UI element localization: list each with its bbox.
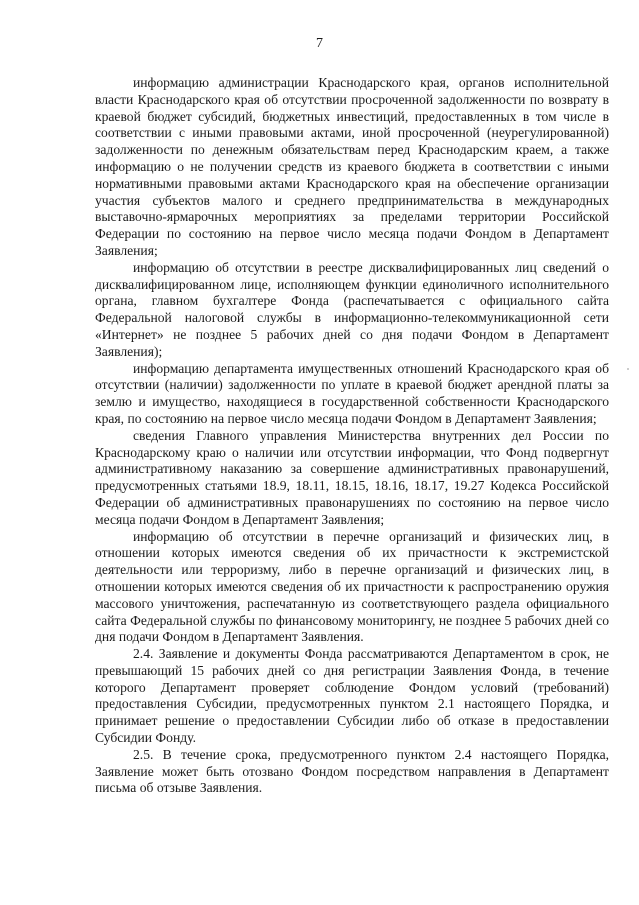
scan-speck [627, 368, 629, 370]
paragraph-disqualified-registry: информацию об отсутствии в реестре дисквалифицированных лиц сведений о дисквалифицированном лице, исполняющем функции единоличного исполнительного органа, главном бухгалтере Фонда (распечатывается с официального сайта Федеральной налоговой службы в информационно-телекоммуникационной сети «Интернет» не позднее 5 рабочих дней со дня подачи Фондом в Департамент Заявления); [95, 259, 609, 359]
paragraph-police-info: сведения Главного управления Министерства внутренних дел России по Краснодарскому краю о наличии или отсутствии информации, что Фонд подвергнут административному наказанию за совершение административных правонарушений, предусмотренных статьями 18.9, 18.11, 18.15, 18.16, 18.17, 19.27 Кодекса Российской Федерации об административных правонарушениях по состоянию на первое число месяца подачи Фондом в Департамент Заявления; [95, 427, 609, 527]
paragraph-extremism-list: информацию об отсутствии в перечне организаций и физических лиц, в отношении которых имеются сведения об их причастности к экстремистской деятельности или терроризму, либо в перечне организаций и физических лиц, в отношении которых имеются сведения об их причастности к распространению оружия массового уничтожения, распечатанную из соответствующего раздела официального сайта Федеральной службы по финансовому мониторингу, не позднее 5 рабочих дней со дня подачи Фондом в Департамент Заявления. [95, 528, 609, 645]
paragraph-section-2-4: 2.4. Заявление и документы Фонда рассматриваются Департаментом в срок, не превышающий 15 рабочих дней со дня регистрации Заявления Фонда, в течение которого Департамент проверяет соблюдение Фондом условий (требований) предоставления Субсидии, предусмотренных пунктом 2.1 настоящего Порядка, и принимает решение о предоставлении Субсидии либо об отказе в предоставлении Субсидии Фонду. [95, 646, 609, 746]
paragraph-admin-info: информацию администрации Краснодарского края, органов исполнительной власти Краснодарского края об отсутствии просроченной задолженности по возврату в краевой бюджет субсидий, бюджетных инвестиций, предоставленных в том числе в соответствии с иными правовыми актами, иной просроченной (неурегулированной) задолженности по денежным обязательствам перед Краснодарским краем, а также информацию о не получении средств из краевого бюджета в соответствии с иными нормативными правовыми актами Краснодарского края на обеспечение организации участия субъектов малого и среднего предпринимательства в международных выставочно-ярмарочных мероприятиях за пределами территории Российской Федерации по состоянию на первое число месяца подачи Фондом в Департамент Заявления; [95, 75, 609, 258]
document-body [95, 75, 609, 797]
paragraph-section-2-5: 2.5. В течение срока, предусмотренного пунктом 2.4 настоящего Порядка, Заявление может быть отозвано Фондом посредством направления в Департамент письма об отзыве Заявления. [95, 746, 609, 796]
page-number: 7 [316, 36, 323, 51]
paragraph-property-department: информацию департамента имущественных отношений Краснодарского края об отсутствии (наличии) задолженности по уплате в краевой бюджет арендной платы за землю и имущество, находящиеся в государственной собственности Краснодарского края, по состоянию на первое число месяца подачи Фондом в Департамент Заявления; [95, 360, 609, 426]
